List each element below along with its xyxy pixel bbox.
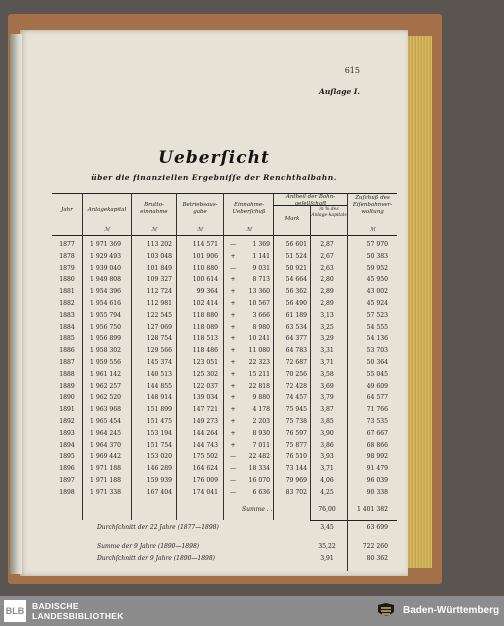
- cell-sign: +: [230, 394, 236, 402]
- cell-betrieb: 118 880: [192, 311, 218, 319]
- cell-betrieb: 164 624: [192, 465, 218, 473]
- cell-year: 1877: [59, 241, 75, 248]
- cell-zus: 55 045: [366, 370, 388, 378]
- cell-betrieb: 144 743: [192, 441, 218, 449]
- cell-betrieb: 125 302: [192, 370, 218, 378]
- cell-brutto: 151 899: [146, 406, 172, 414]
- cell-brutto: 129 566: [146, 347, 172, 355]
- cell-ant: 56 362: [285, 288, 307, 296]
- header-anteil-mark: Mark: [284, 216, 300, 222]
- cell-kapital: 1 949 808: [90, 276, 122, 284]
- summary-label: Summe . .: [242, 506, 273, 513]
- cell-ueb: 10 567: [248, 300, 270, 307]
- cell-year: 1898: [59, 488, 75, 496]
- state-name: Baden-Württemberg: [403, 605, 500, 616]
- cell-zus: 53 703: [366, 347, 388, 355]
- cell-zus: 54 555: [366, 323, 388, 331]
- cell-ueb: 10 241: [248, 335, 270, 343]
- cell-ant: 75 945: [285, 406, 307, 414]
- cell-sign: +: [230, 288, 236, 296]
- header-kapital: Anlagekapital: [87, 207, 127, 213]
- cell-kapital: 1 971 188: [90, 465, 122, 473]
- summary-zus: 63 699: [366, 524, 388, 531]
- cell-year: 1892: [59, 418, 75, 425]
- cell-pct: 3,79: [320, 394, 334, 402]
- cell-ant: 51 524: [285, 252, 307, 260]
- cell-kapital: 1 959 556: [90, 359, 122, 366]
- cell-ueb: 2 203: [252, 418, 270, 425]
- cell-kapital: 1 954 616: [90, 300, 122, 307]
- cell-brutto: 109 327: [146, 276, 172, 284]
- table-row: [52, 442, 397, 453]
- cell-betrieb: 102 414: [192, 300, 218, 307]
- cell-brutto: 122 545: [146, 311, 172, 319]
- cell-sign: —: [229, 477, 237, 484]
- cell-ant: 56 601: [285, 241, 307, 248]
- unit-brutto: ℳ: [151, 227, 157, 233]
- cell-pct: 2,63: [320, 264, 334, 272]
- table-row: [52, 383, 397, 394]
- cell-zus: 54 136: [366, 335, 388, 343]
- cell-pct: 3,71: [320, 465, 334, 473]
- cell-pct: 3,29: [320, 335, 334, 343]
- cell-zus: 59 952: [366, 264, 388, 272]
- cell-ant: 54 664: [285, 276, 307, 284]
- table-row: [52, 241, 397, 252]
- cell-kapital: 1 961 142: [90, 370, 122, 378]
- cell-zus: 45 950: [366, 276, 388, 284]
- cell-brutto: 153 020: [146, 453, 172, 461]
- cell-kapital: 1 962 520: [90, 394, 122, 402]
- cell-brutto: 112 981: [146, 300, 172, 307]
- cell-pct: 3,86: [320, 441, 334, 449]
- cell-sign: +: [230, 429, 236, 437]
- cell-pct: 3,71: [320, 359, 334, 366]
- cell-ueb: 6 636: [252, 488, 270, 496]
- cell-ant: 75 877: [285, 441, 307, 449]
- cell-kapital: 1 958 302: [90, 347, 122, 355]
- cell-pct: 2,67: [320, 252, 334, 260]
- cell-zus: 67 667: [366, 429, 388, 437]
- cell-year: 1887: [59, 359, 75, 366]
- header-betrieb: Betriebsaus-gabe: [182, 202, 218, 215]
- cell-kapital: 1 964 245: [90, 429, 122, 437]
- page-subtitle: über die finanziellen Ergebniſſe der Renchthalbahn.: [91, 173, 337, 182]
- table-row: [52, 359, 397, 370]
- cell-sign: —: [229, 465, 237, 473]
- page-number: 615: [344, 66, 360, 75]
- table-row: [52, 253, 397, 264]
- cell-brutto: 159 939: [146, 477, 172, 484]
- cell-ant: 63 534: [285, 323, 307, 331]
- cell-betrieb: 118 513: [192, 335, 218, 343]
- cell-ant: 83 702: [285, 488, 307, 496]
- cell-brutto: 112 724: [146, 288, 172, 296]
- cell-kapital: 1 971 369: [90, 241, 122, 248]
- cell-year: 1882: [59, 300, 75, 307]
- summary-zus: 722 260: [362, 543, 388, 550]
- cell-ueb: 8 713: [252, 276, 270, 284]
- cell-betrieb: 175 502: [192, 453, 218, 461]
- cell-zus: 50 383: [366, 252, 388, 260]
- cell-ueb: 18 334: [248, 465, 270, 473]
- cell-year: 1894: [59, 441, 75, 449]
- cell-betrieb: 101 906: [192, 252, 218, 260]
- cell-sign: +: [230, 300, 236, 307]
- cell-betrieb: 176 009: [192, 477, 218, 484]
- cell-ueb: 8 980: [252, 323, 270, 331]
- cell-ueb: 22 482: [248, 453, 270, 461]
- cell-betrieb: 174 041: [192, 488, 218, 496]
- cell-year: 1881: [59, 288, 75, 296]
- cell-pct: 3,85: [320, 418, 334, 425]
- cell-sign: —: [229, 453, 237, 461]
- cell-ant: 76 597: [285, 429, 307, 437]
- cell-sign: +: [230, 323, 236, 331]
- cell-year: 1893: [59, 429, 75, 437]
- cell-sign: —: [229, 264, 237, 272]
- cell-kapital: 1 956 750: [90, 323, 122, 331]
- summary-row: [52, 543, 397, 554]
- table-row: [52, 418, 397, 429]
- cell-ueb: 1 141: [252, 252, 270, 260]
- cell-sign: +: [230, 311, 236, 319]
- cell-sign: +: [230, 441, 236, 449]
- cell-sign: +: [230, 418, 236, 425]
- cell-zus: 57 523: [366, 311, 388, 319]
- cell-kapital: 1 939 040: [90, 264, 122, 272]
- table-row: [52, 265, 397, 276]
- cell-pct: 2,80: [320, 276, 334, 284]
- state-crest-icon: [376, 602, 396, 620]
- cell-year: 1879: [59, 264, 75, 272]
- cell-zus: 68 866: [366, 441, 388, 449]
- cell-ueb: 11 080: [248, 347, 270, 355]
- cell-betrieb: 114 571: [192, 241, 218, 248]
- cell-pct: 4,06: [320, 477, 334, 484]
- cell-ant: 73 144: [285, 465, 307, 473]
- cell-year: 1886: [59, 347, 75, 355]
- cell-sign: —: [229, 488, 237, 496]
- cell-betrieb: 139 034: [192, 394, 218, 402]
- cell-year: 1889: [59, 382, 75, 390]
- summary-row: [52, 524, 397, 535]
- cell-brutto: 151 475: [146, 418, 172, 425]
- cell-brutto: 113 202: [146, 241, 172, 248]
- cell-zus: 43 002: [366, 288, 388, 296]
- summary-label: Durchſchnitt der 22 Jahre (1877—1898): [97, 524, 219, 531]
- cell-brutto: 127 069: [146, 323, 172, 331]
- cell-year: 1885: [59, 335, 75, 343]
- cell-year: 1888: [59, 370, 75, 378]
- unit-ueberschuss: ℳ: [246, 227, 252, 233]
- cell-year: 1880: [59, 276, 75, 284]
- cell-brutto: 153 194: [146, 429, 172, 437]
- cell-brutto: 128 754: [146, 335, 172, 343]
- cell-year: 1884: [59, 323, 75, 331]
- cell-kapital: 1 963 968: [90, 406, 122, 414]
- cell-year: 1890: [59, 394, 75, 402]
- cell-pct: 3,25: [320, 323, 334, 331]
- cell-betrieb: 147 721: [192, 406, 218, 414]
- cell-pct: 3,69: [320, 382, 334, 390]
- table-row: [52, 312, 397, 323]
- cell-pct: 3,58: [320, 370, 334, 378]
- summary-pct: 35,22: [318, 543, 336, 550]
- cell-ant: 64 783: [285, 347, 307, 355]
- library-name-line2: LANDESBIBLIOTHEK: [32, 611, 124, 621]
- cell-ueb: 22 818: [248, 382, 270, 390]
- cell-betrieb: 123 051: [192, 359, 218, 366]
- book-gutter: [10, 34, 22, 574]
- table-row: [52, 371, 397, 382]
- cell-sign: +: [230, 359, 236, 366]
- cell-ant: 76 510: [285, 453, 307, 461]
- cell-ueb: 7 011: [252, 441, 270, 449]
- cell-ueb: 22 323: [248, 359, 270, 366]
- cell-brutto: 148 914: [146, 394, 172, 402]
- cell-betrieb: 100 614: [192, 276, 218, 284]
- cell-zus: 96 039: [366, 477, 388, 484]
- cell-pct: 3,87: [320, 406, 334, 414]
- cell-zus: 49 609: [366, 382, 388, 390]
- cell-betrieb: 118 089: [192, 323, 218, 331]
- table-row: [52, 335, 397, 346]
- unit-kapital: ℳ: [104, 227, 110, 233]
- cell-ueb: 15 211: [248, 370, 270, 378]
- cell-pct: 3,90: [320, 429, 334, 437]
- table-row: [52, 465, 397, 476]
- page-title: Ueberſicht: [158, 148, 270, 168]
- summary-label: Durchſchnitt der 9 Jahre (1890—1898): [97, 555, 216, 562]
- cell-ueb: 1 369: [252, 241, 270, 248]
- sum-rule: [310, 520, 397, 521]
- cell-kapital: 1 955 794: [90, 311, 122, 319]
- table-row: [52, 453, 397, 464]
- cell-zus: 73 535: [366, 418, 388, 425]
- cell-ueb: 4 178: [252, 406, 270, 414]
- summary-zus: 80 362: [366, 555, 388, 562]
- cell-kapital: 1 954 396: [90, 288, 122, 296]
- supplement-label: Auſlage I.: [319, 87, 360, 96]
- cell-sign: +: [230, 252, 236, 260]
- header-anteil: Antheil der Bahn-geſellſchaft: [285, 194, 336, 207]
- cell-betrieb: 149 273: [192, 418, 218, 425]
- summary-pct: 76,00: [318, 506, 336, 513]
- cell-ueb: 3 666: [252, 311, 270, 319]
- cell-brutto: 151 754: [146, 441, 172, 449]
- cell-zus: 50 364: [366, 359, 388, 366]
- cell-ant: 74 457: [285, 394, 307, 402]
- cell-zus: 57 970: [366, 241, 388, 248]
- table-row: [52, 406, 397, 417]
- summary-pct: 3,45: [320, 524, 334, 531]
- unit-betrieb: ℳ: [197, 227, 203, 233]
- summary-label: Summe der 9 Jahre (1890—1898): [97, 543, 200, 550]
- header-ueberschuss: Einnahme-Ueberſchuß: [232, 202, 266, 215]
- cell-sign: +: [230, 382, 236, 390]
- cell-kapital: 1 962 257: [90, 382, 122, 390]
- cell-brutto: 103 048: [146, 252, 172, 260]
- library-name-line1: BADISCHE: [32, 601, 79, 611]
- cell-kapital: 1 929 493: [90, 252, 122, 260]
- cell-year: 1896: [59, 465, 75, 473]
- cell-betrieb: 122 037: [192, 382, 218, 390]
- cell-ant: 61 189: [285, 311, 307, 319]
- table-row: [52, 347, 397, 358]
- cell-brutto: 140 513: [146, 370, 172, 378]
- header-bottom-rule: [52, 235, 397, 236]
- cell-ueb: 16 070: [248, 477, 270, 484]
- cell-sign: +: [230, 406, 236, 414]
- header-anteil-pct: in % des Anlage-kapitals: [311, 207, 347, 218]
- cell-ant: 56 490: [285, 300, 307, 307]
- cell-kapital: 1 956 899: [90, 335, 122, 343]
- cell-pct: 2,87: [320, 241, 334, 248]
- cell-ueb: 9 880: [252, 394, 270, 402]
- page-edges: [404, 36, 432, 568]
- cell-ant: 72 428: [285, 382, 307, 390]
- summary-row: [52, 506, 397, 517]
- header-year: Jahr: [61, 207, 73, 213]
- cell-ant: 70 256: [285, 370, 307, 378]
- cell-zus: 98 992: [366, 453, 388, 461]
- cell-year: 1883: [59, 311, 75, 319]
- table-row: [52, 300, 397, 311]
- cell-brutto: 145 374: [146, 359, 172, 366]
- cell-kapital: 1 969 442: [90, 453, 122, 461]
- cell-ueb: 9 031: [252, 264, 270, 272]
- cell-ant: 79 969: [285, 477, 307, 484]
- summary-pct: 3,91: [320, 555, 334, 562]
- cell-zus: 64 577: [366, 394, 388, 402]
- cell-ueb: 13 360: [248, 288, 270, 296]
- footer-bar: [0, 596, 504, 626]
- unit-zuschuss: ℳ: [369, 227, 376, 233]
- table-row: [52, 394, 397, 405]
- cell-kapital: 1 971 338: [90, 488, 122, 496]
- cell-betrieb: 118 486: [192, 347, 218, 355]
- cell-pct: 3,93: [320, 453, 334, 461]
- table-row: [52, 288, 397, 299]
- cell-zus: 71 766: [366, 406, 388, 414]
- cell-betrieb: 99 364: [196, 288, 218, 296]
- summary-row: [52, 555, 397, 566]
- cell-kapital: 1 971 188: [90, 477, 122, 484]
- table-row: [52, 324, 397, 335]
- cell-kapital: 1 965 454: [90, 418, 122, 425]
- header-zuschuss: Zuſchuß des Eiſenbahnver-waltung: [352, 195, 393, 215]
- cell-pct: 2,89: [320, 288, 334, 296]
- cell-betrieb: 110 880: [192, 264, 218, 272]
- summary-zus: 1 401 382: [356, 506, 388, 513]
- cell-zus: 91 479: [366, 465, 388, 473]
- book-page: [20, 30, 408, 576]
- cell-year: 1891: [59, 406, 75, 414]
- cell-brutto: 101 849: [146, 264, 172, 272]
- blb-logo[interactable]: BLB: [4, 600, 26, 622]
- cell-pct: 3,31: [320, 347, 334, 355]
- cell-sign: +: [230, 347, 236, 355]
- table-row: [52, 430, 397, 441]
- cell-pct: 2,89: [320, 300, 334, 307]
- cell-ant: 50 921: [285, 264, 307, 272]
- cell-ant: 75 738: [285, 418, 307, 425]
- cell-brutto: 146 289: [146, 465, 172, 473]
- cell-ant: 72 687: [285, 359, 307, 366]
- cell-ueb: 8 930: [252, 429, 270, 437]
- cell-year: 1897: [59, 477, 75, 484]
- cell-year: 1878: [59, 252, 75, 260]
- cell-kapital: 1 964 370: [90, 441, 122, 449]
- table-row: [52, 489, 397, 500]
- cell-pct: 4,25: [320, 488, 334, 496]
- cell-zus: 45 924: [366, 300, 388, 307]
- cell-year: 1895: [59, 453, 75, 461]
- cell-brutto: 167 404: [146, 488, 172, 496]
- cell-sign: +: [230, 276, 236, 284]
- table-row: [52, 276, 397, 287]
- cell-brutto: 144 855: [146, 382, 172, 390]
- cell-betrieb: 144 264: [192, 429, 218, 437]
- cell-zus: 90 338: [366, 488, 388, 496]
- table-row: [52, 477, 397, 488]
- cell-sign: +: [230, 335, 236, 343]
- cell-ant: 64 377: [285, 335, 307, 343]
- cell-sign: —: [229, 241, 237, 248]
- cell-pct: 3,13: [320, 311, 334, 319]
- cell-sign: +: [230, 370, 236, 378]
- header-brutto: Brutto-einnahme: [140, 202, 168, 215]
